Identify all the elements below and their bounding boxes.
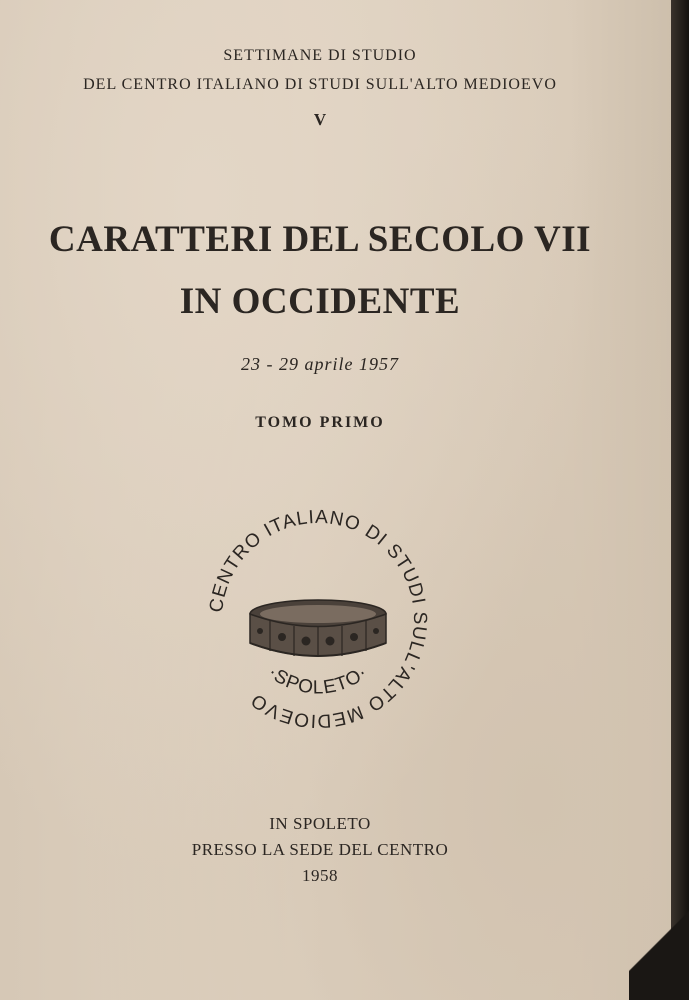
publisher-seal <box>202 503 434 735</box>
imprint-place: IN SPOLETO <box>269 814 371 833</box>
svg-text:·SPOLETO· <box>264 662 372 699</box>
conference-dates: 23 - 29 aprile 1957 <box>241 354 399 374</box>
book-title-line-2: IN OCCIDENTE <box>179 281 461 322</box>
seal-bottom-text: ·SPOLETO· <box>263 661 373 699</box>
seal-ring-text: CENTRO ITALIANO DI STUDI SULL'ALTO MEDIOEVO <box>206 506 431 732</box>
imprint-year: 1958 <box>302 866 338 885</box>
series-subtitle: DEL CENTRO ITALIANO DI STUDI SULL'ALTO MEDIOEVO <box>83 76 557 93</box>
tome-label: TOMO PRIMO <box>255 414 385 431</box>
iron-crown-icon <box>250 600 386 657</box>
series-title: SETTIMANE DI STUDIO <box>223 47 417 64</box>
page-edge-shadow <box>671 0 689 1000</box>
volume-number: V <box>313 110 327 129</box>
imprint-publisher: PRESSO LA SEDE DEL CENTRO <box>191 840 449 859</box>
book-title-line-1: CARATTERI DEL SECOLO VII <box>48 219 592 260</box>
page-corner-shadow <box>629 880 689 1000</box>
